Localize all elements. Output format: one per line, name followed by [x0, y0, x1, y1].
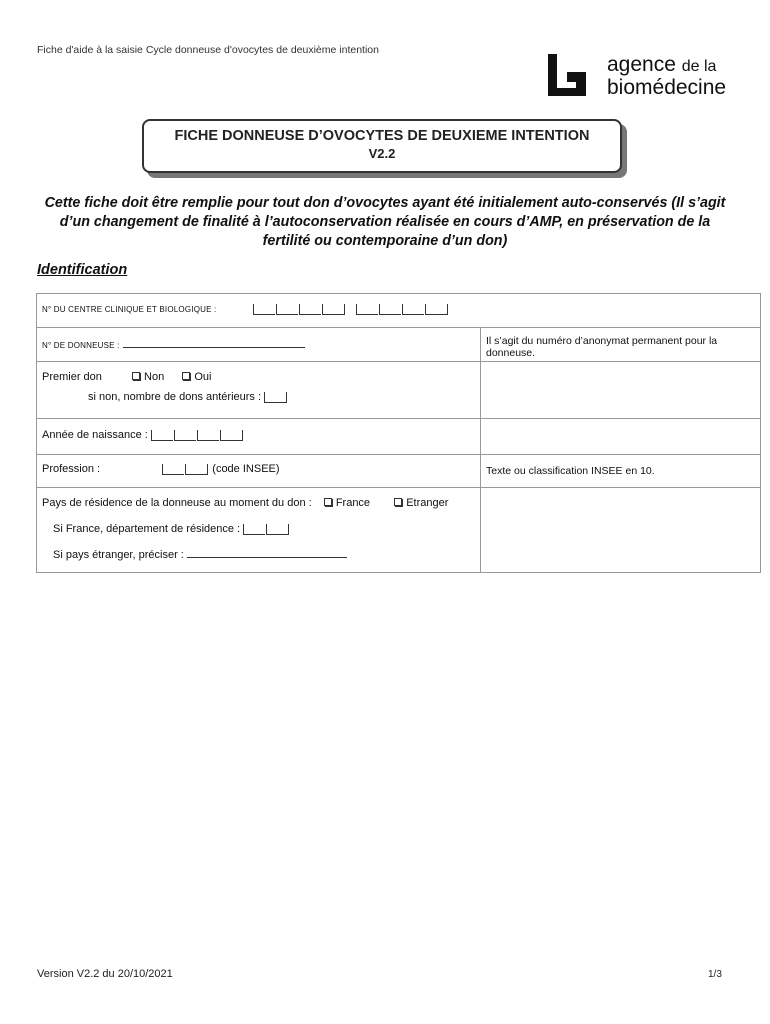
- running-header: Fiche d'aide à la saisie Cycle donneuse d'ovocytes de deuxième intention: [37, 44, 379, 56]
- row-naissance: [37, 419, 761, 455]
- residence-france-option[interactable]: France: [324, 497, 370, 509]
- departement-label: Si France, département de résidence :: [53, 523, 241, 535]
- row-profession: [37, 455, 761, 488]
- profession-help: Texte ou classification INSEE en 10.: [486, 465, 655, 477]
- premier-don-label: Premier don: [42, 371, 102, 383]
- residence-label: Pays de résidence de la donneuse au moment du don :: [42, 497, 312, 509]
- donneuse-label: N° DE DONNEUSE :: [42, 341, 120, 350]
- logo-mark-icon: [545, 52, 590, 100]
- residence-etranger-option[interactable]: Etranger: [394, 497, 448, 509]
- dons-anterieurs-field[interactable]: [264, 392, 288, 403]
- checkbox-non[interactable]: [132, 372, 140, 380]
- footer-page-number: 1/3: [708, 969, 722, 980]
- logo-word-agence: agence de la: [607, 53, 717, 76]
- dons-anterieurs-label: si non, nombre de dons antérieurs :: [88, 391, 262, 403]
- form-title: FICHE DONNEUSE D’OVOCYTES DE DEUXIEME INTENTION: [174, 128, 590, 144]
- row-donneuse: [37, 328, 761, 362]
- premier-don-oui-option[interactable]: Oui: [182, 371, 211, 383]
- premier-don-non-option[interactable]: Non: [132, 371, 164, 383]
- form-title-box: [142, 119, 622, 173]
- centre-label: N° DU CENTRE CLINIQUE ET BIOLOGIQUE :: [42, 305, 217, 314]
- departement-field[interactable]: [243, 524, 290, 535]
- pays-etranger-field[interactable]: [187, 547, 347, 558]
- agence-biomedecine-logo: [545, 50, 735, 102]
- profession-code-field[interactable]: [162, 464, 209, 475]
- centre-code-field-1[interactable]: [253, 304, 346, 315]
- row-centre: [37, 294, 761, 328]
- donneuse-help: Il s’agit du numéro d’anonymat permanent pour la donneuse.: [486, 335, 718, 359]
- checkbox-etranger[interactable]: [394, 498, 402, 506]
- pays-etranger-label: Si pays étranger, préciser :: [53, 549, 184, 561]
- logo-word-biomedecine: biomédecine: [607, 76, 727, 99]
- section-title-identification: Identification: [37, 262, 128, 278]
- identification-table: [36, 293, 761, 573]
- checkbox-oui[interactable]: [182, 372, 190, 380]
- naissance-field[interactable]: [151, 430, 244, 441]
- checkbox-france[interactable]: [324, 498, 332, 506]
- donneuse-number-field[interactable]: [123, 337, 305, 348]
- naissance-label: Année de naissance :: [42, 429, 148, 441]
- profession-code-label: (code INSEE): [212, 463, 280, 475]
- intro-paragraph: Cette fiche doit être remplie pour tout don d’ovocytes ayant été initialement auto-conservés (Il s’agit d’un changement de finalité à l’autoconservation réalisée en cours d’AMP, en préservation de la fertilité ou contemporaine d’un don): [44, 195, 726, 249]
- row-premier-don: [37, 362, 761, 419]
- footer-version: Version V2.2 du 20/10/2021: [37, 968, 173, 980]
- row-residence: [37, 488, 761, 573]
- centre-code-field-2[interactable]: [356, 304, 449, 315]
- profession-label: Profession :: [42, 463, 101, 475]
- form-version: V2.2: [368, 146, 396, 161]
